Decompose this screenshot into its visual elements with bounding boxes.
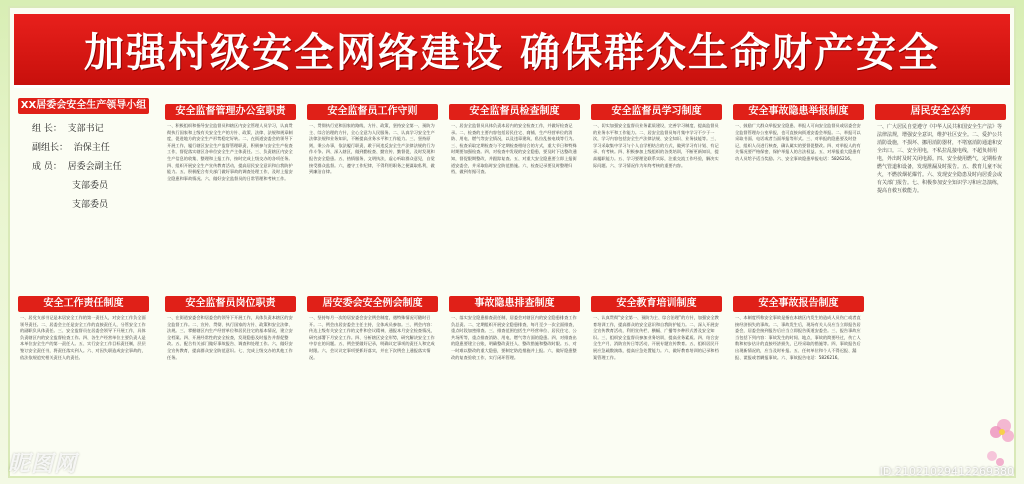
panel-study-system [591, 104, 722, 284]
panel-body: 一、居党支部书记是本居安全工作的第一责任人，对安全工作负全面领导责任。二、居委会主任是安全工作的直接责任人，分管安全工作的副职负具体责任。三、安全监督员在居委会领导下开展工作，具体负责辖区内的安全监督检查工作。四、各生产经营单位主要负责人是本单位安全生产的第一责任人。五、实行安全工作目标责任制，层层签订安全责任书，将责任落实到人。六、对因失职造成安全事故的，依法依规追究相关责任人的责任。 [20, 315, 146, 360]
content-grid [18, 98, 1006, 474]
leadership-list [18, 114, 149, 215]
panel-body: 一、居安全监督员具体负责本居内的安全检查工作，并做好检查记录。二、检查的主要内容包括居民住宅、商铺、生产经营单位的消防、用电、燃气等安全情况，以及违章建筑、私拉乱接电线等行为。三、检查采取定期检查与不定期检查相结合的方式，重大节日和特殊时期要加强检查。四、对检查中发现的安全隐患，要及时下达整改通知，督促限期整改，并跟踪复查。五、对重大安全隐患要立即上报街道安委会，并采取临时安全防范措施。六、检查记录要及时整理归档，做到有据可查。 [451, 123, 577, 175]
panel-body: 一、切实加强安全监督员业务素质建设，完善学习制度，提高监督员的业务水平和工作能力。二、居安全监督员每月集中学习不少于一次，学习内容包括安全生产法律法规、安全知识、业务技能等。三、学习采取集中学习与个人自学相结合的方式，做到学习有计划、有记录、有考核。四、积极参加上级组织的各类培训，不断更新知识，提高履职能力。五、学习要理论联系实际，注重交流工作经验，解决实际问题。六、学习情况作为年终考核的重要内容。 [593, 123, 719, 168]
panel-title: 居安委会安全例会制度 [307, 296, 438, 312]
panel-body: 一、落实安全隐患排查责任制，居委会对辖区内的安全隐患排查工作负总责。二、定期组织开展安全隐患排查，每月至少一次全面排查，重点时段加密排查。三、排查范围包括生产经营单位、居民住宅、公共场所等，重点排查消防、用电、燃气等方面的隐患。四、对排查出的隐患要建立台账，明确整改责任人、整改措施和整改时限。五、对一时难以整改的重大隐患，要制定防范措施并上报。六、做好隐患整改的复查验收工作，实行闭环管理。 [451, 315, 577, 360]
leadership-title: XX居委会安全生产领导小组 [18, 98, 149, 114]
panel-title: 安全事故报告制度 [733, 296, 864, 312]
panel-body: 一、积极组织和指导安全监督员和辖区内安全管理人员学习，认真贯彻执行国家和上级有关安全生产的方针、政策、法律、法规和规章制度，促进地方的安全生产形势稳定好转。二、在街道安委会的领导下开展工作，履行辖区安全生产监督管理职责，积极参与安全生产检查工作，督促落实辖区各单位安全生产主体责任。三、负责辖区内安全生产信息的收集、整理和上报工作，按时完成上级交办的各项任务。四、组织开展安全生产宣传教育活动，提高居民安全意识和自我防护能力。五、积极配合有关部门做好事故的调查处理工作，及时上报安全隐患和事故情况。六、做好安全监督员的日常管理和考核工作。 [167, 123, 293, 181]
panel-title: 居民安全公约 [875, 104, 1006, 120]
leader-member: 支部委员 [72, 181, 109, 191]
panel-title: 安全监督员工作守则 [307, 104, 438, 120]
panel-office-duty [165, 104, 296, 284]
leader-row: 副组长： 治保主任 [32, 143, 110, 153]
panel-inspection-system [449, 104, 580, 284]
panel-hazard-check [449, 296, 580, 470]
panel-title: 安全监督管理办公室职责 [165, 104, 296, 120]
panel-post-duty [165, 296, 296, 470]
panel-body: 一、在街道安委会和居委会的领导下开展工作，具体负责本辖区的安全监督工作。二、宣传、贯彻、执行国家的方针、政策和安全法律、法规。三、掌握辖区内生产经营单位和居民住宅的基本情况，建立安全档案。四、开展经常性的安全检查，发现隐患及时报告并督促整改。五、配合有关部门做好事故报告、调查和处理工作。六、做好安全宣传教育，提高群众安全防范意识。七、完成上级交办的其他工作任务。 [167, 315, 293, 360]
panel-body: 一、坚持每月一次的居安委会安全例会制度，遇特殊情况可随时召开。二、例会由居安委会主任主持，全体成员参加。三、例会内容：传达上级有关安全工作的文件和会议精神，通报本月安全检查情况，研究部署下月安全工作。四、分析辖区安全形势，研究解决安全工作中存在的问题。五、例会要做好记录，明确议定事项的责任人和完成时限。六、会议议定事项要抓好落实，并在下次例会上通报落实情况。 [309, 315, 435, 360]
watermark-logo: 昵图网 [8, 452, 78, 477]
panel-inspector-rules [307, 104, 438, 284]
leader-row: 组 长： 支部书记 [32, 124, 104, 134]
leader-member: 支部委员 [72, 200, 109, 210]
leader-row: 成 员： 居委会副主任 [32, 162, 122, 172]
panel-body: 一、认真贯彻“安全第一、预防为主、综合治理”的方针，加强安全教育培训工作，提高群众的安全意识和自我防护能力。二、深入开展安全宣传教育活动，利用宣传栏、横幅、广播等多种形式普及安全知识。三、组织安全监督员参加业务培训，提高业务素质。四、结合安全生产月、消防宣传日等活动，开展专题宣传教育。五、组织居民开展应急疏散演练，提高应急处置能力。六、做好教育培训的记录和档案管理工作。 [593, 315, 719, 360]
panel-hazard-report [733, 104, 864, 284]
watermark-id: ID:21021029412269380 [879, 465, 1014, 478]
leadership-panel [18, 98, 149, 284]
banner [14, 14, 1010, 88]
panel-accident-report [733, 296, 864, 470]
banner-title: 加强村级安全网络建设 确保群众生命财产安全 [84, 30, 940, 76]
panel-title: 安全教育培训制度 [591, 296, 722, 312]
panel-title: 事故隐患排查制度 [449, 296, 580, 312]
panel-title: 安全监督员岗位职责 [165, 296, 296, 312]
panel-title: 安全工作责任制度 [18, 296, 149, 312]
panel-title: 安全监督员学习制度 [591, 104, 722, 120]
panel-title: 安全事故隐患举报制度 [733, 104, 864, 120]
panel-responsibility [18, 296, 149, 470]
panel-body: 一、本制度所称安全事故是指在本辖区内发生的造成人员伤亡或者直接经济损失的事故。二、事故发生后，现场有关人员应当立即报告居委会，居委会接到报告后应当立即报告街道安委会。三、报告事故应当包括下列内容：事故发生的时间、地点，事故的简要经过，伤亡人数和初步估计的直接经济损失，已经采取的措施等。四、事故报告后出现新情况的，应当及时补报。五、任何单位和个人不得迟报、漏报、谎报或者瞒报事故。六、事故报告电话：5826216。 [735, 315, 861, 360]
panel-meeting-system [307, 296, 438, 470]
panel-title: 安全监督员检查制度 [449, 104, 580, 120]
panel-body: 一、鼓励广大群众举报安全隐患、举报人可向安全监督员或居委会安全监督管理办公室举报，也可直接向街道安委会举报。二、举报可以采取书面、电话或者当面举报等形式。三、对举报的隐患要及时登记，组织人员进行核查，确认属实的要督促整改。四、对举报人的有关情况要严格保密，保护举报人的合法权益。五、对举报重大隐患有功人员给予适当奖励。六、安全事故隐患举报电话：5826216。 [735, 123, 861, 161]
panel-training-system [591, 296, 722, 470]
panel-body: 一、贯彻执行党和国家的路线、方针、政策，坚持安全第一、预防为主、综合治理的方针，全心全意为人民服务。二、认真学习安全生产法律法规和业务知识，不断提高业务水平和工作能力。三、坚持原则，秉公办事，依法履行职责，敢于同违反安全生产法律法规的行为作斗争。四、深入辖区，做到勤检查、勤宣传、勤督促，及时发现和报告安全隐患。五、热情服务，文明执法，虚心听取群众意见，自觉接受群众监督。六、遵守工作纪律，不得利用职务之便谋取私利，做到廉洁自律。 [309, 123, 435, 175]
panel-body: 一、广大居民自觉遵守《中华人民共和国安全生产法》等法律法规，增强安全意识，维护社区安全。二、爱护公共消防设施，不损坏、挪用消防器材，不堵塞消防通道和安全出口。三、安全用电，不私拉乱接电线，不超负荷用电，外出时及时关闭电源。四、安全使用燃气，定期检查燃气管道和设备，发现泄漏及时报告。五、教育儿童不玩火，不燃放烟花爆竹。六、发现安全隐患及时向居委会或有关部门报告。七、积极参加安全知识学习和应急演练，提高自救互救能力。 [877, 124, 1003, 194]
